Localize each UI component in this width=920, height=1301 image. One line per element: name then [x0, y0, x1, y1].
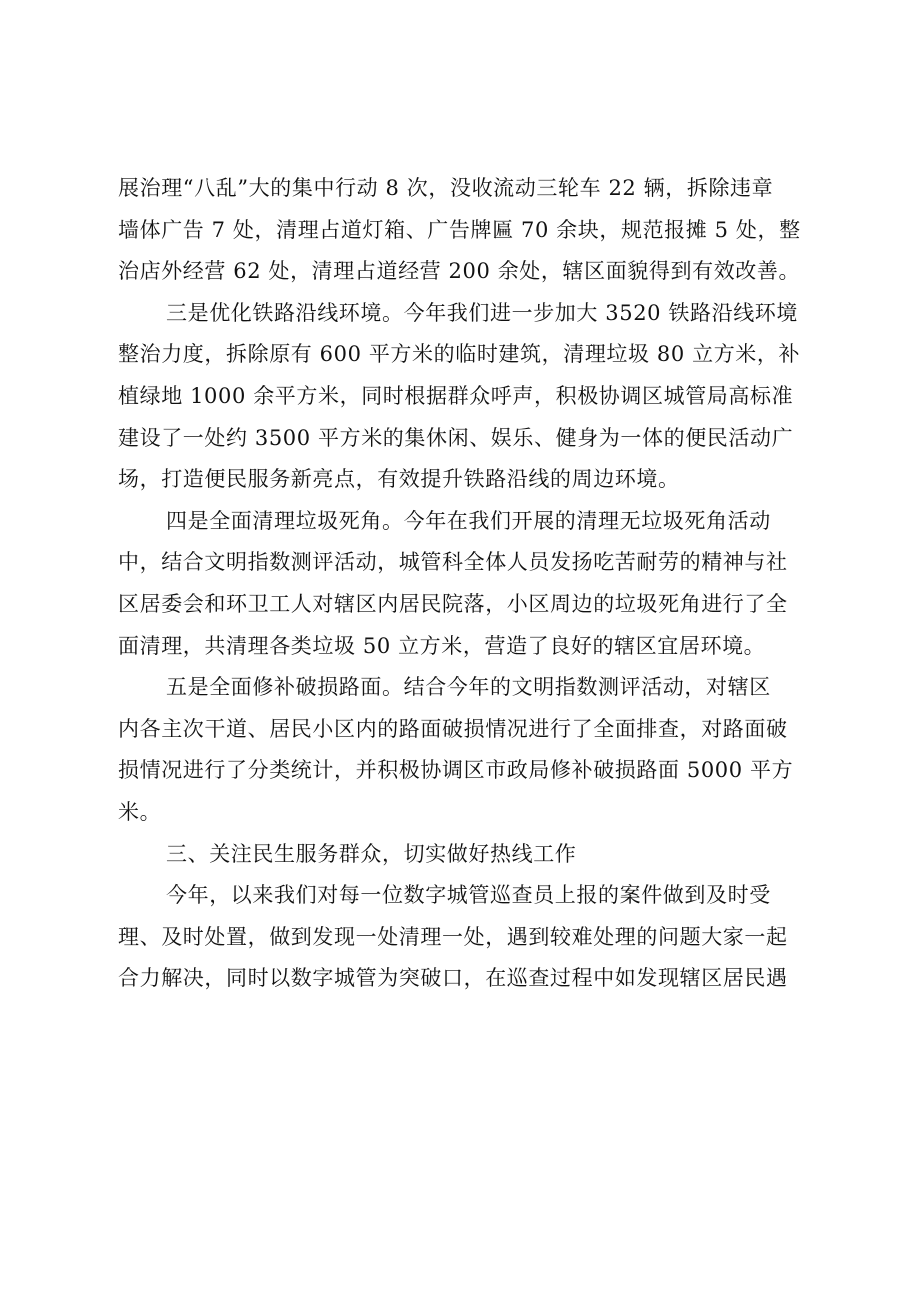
text-line: 建设了一处约 3500 平方米的集休闲、娱乐、健身为一体的便民活动广	[118, 425, 794, 450]
section-heading: 三、关注民生服务群众，切实做好热线工作	[166, 841, 577, 866]
text-line: 面清理，共清理各类垃圾 50 立方米，营造了良好的辖区宜居环境。	[118, 633, 766, 658]
section-heading-hotline	[118, 834, 838, 876]
text-line: 今年，以来我们对每一位数字城管巡查员上报的案件做到及时受	[166, 883, 771, 908]
text-line: 场，打造便民服务新亮点，有效提升铁路沿线的周边环境。	[118, 467, 680, 492]
text-line: 整治力度，拆除原有 600 平方米的临时建筑，清理垃圾 80 立方米，补	[118, 342, 801, 367]
text-line: 合力解决，同时以数字城管为突破口，在巡查过程中如发现辖区居民遇	[118, 966, 788, 991]
text-line: 理、及时处置，做到发现一处清理一处，遇到较难处理的问题大家一起	[118, 924, 788, 949]
text-line: 四是全面清理垃圾死角。今年在我们开展的清理无垃圾死角活动	[166, 508, 771, 533]
paragraph-digital-city-management	[118, 875, 838, 1000]
paragraph-road-repair	[118, 667, 838, 833]
paragraph-campaign-results	[118, 168, 838, 293]
text-line: 五是全面修补破损路面。结合今年的文明指数测评活动，对辖区	[166, 675, 771, 700]
paragraph-railway-environment	[118, 293, 838, 501]
document-body	[118, 168, 838, 1000]
text-line: 三是优化铁路沿线环境。今年我们进一步加大 3520 铁路沿线环境	[166, 300, 798, 325]
text-line: 损情况进行了分类统计，并积极协调区市政局修补破损路面 5000 平方	[118, 758, 794, 783]
text-line: 展治理“八乱”大的集中行动 8 次，没收流动三轮车 22 辆，拆除违章	[118, 176, 774, 200]
text-line: 米。	[118, 799, 162, 824]
text-line: 中，结合文明指数测评活动，城管科全体人员发扬吃苦耐劳的精神与社	[118, 550, 788, 575]
text-line: 区居委会和环卫工人对辖区内居民院落，小区周边的垃圾死角进行了全	[118, 591, 788, 616]
text-line: 内各主次干道、居民小区内的路面破损情况进行了全面排查，对路面破	[118, 716, 788, 741]
text-line: 治店外经营 62 处，清理占道经营 200 余处，辖区面貌得到有效改善。	[118, 259, 801, 284]
text-line: 植绿地 1000 余平方米，同时根据群众呼声，积极协调区城管局高标准	[118, 383, 794, 408]
paragraph-garbage-cleanup	[118, 501, 838, 667]
text-line: 墙体广告 7 处，清理占道灯箱、广告牌匾 70 余块，规范报摊 5 处，整	[118, 217, 801, 242]
